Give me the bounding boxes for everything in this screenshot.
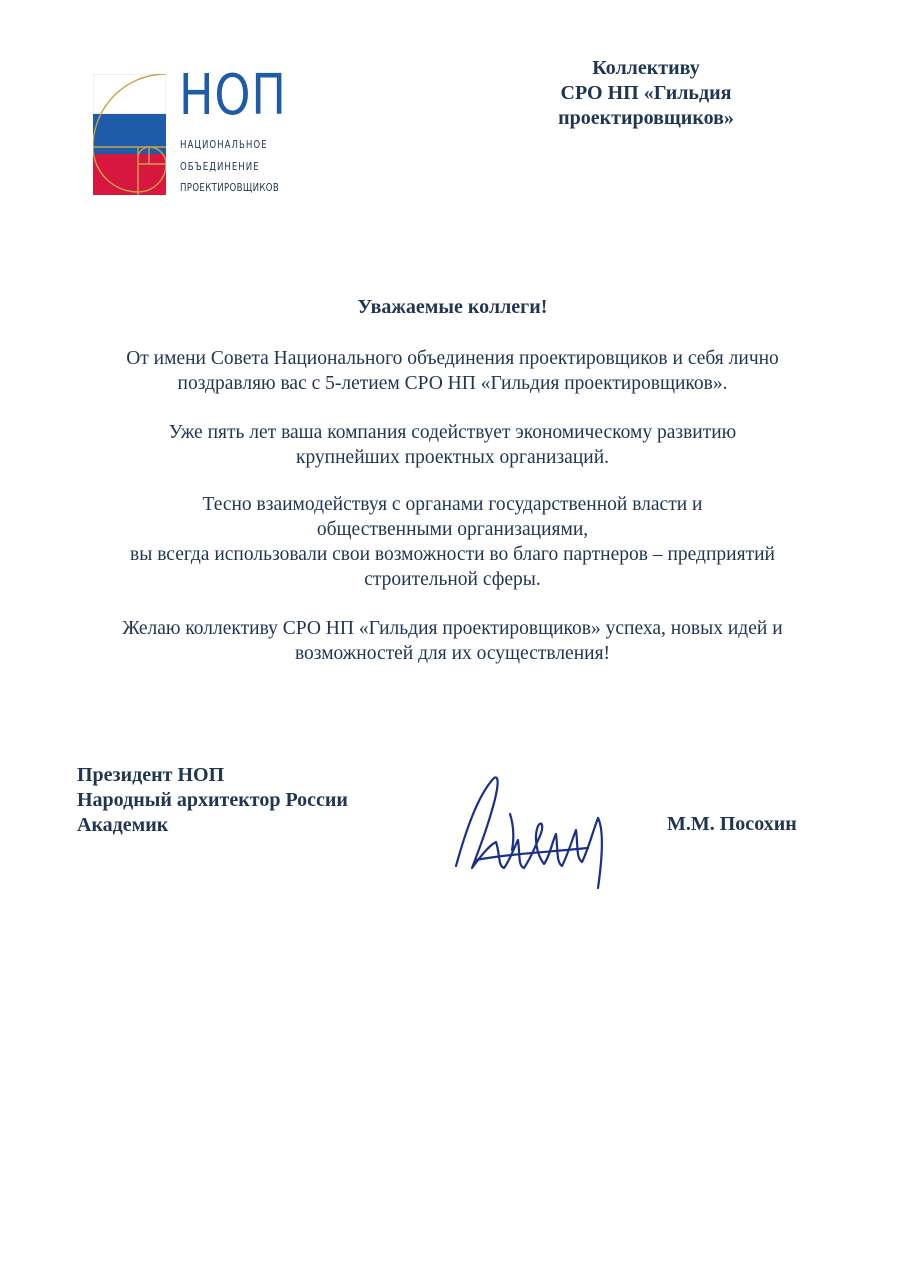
paragraph-line: Тесно взаимодействуя с органами государственной власти и	[202, 494, 703, 515]
paragraph-line: От имени Совета Национального объединения проектировщиков и себя лично	[126, 348, 779, 369]
logo-text-line-2: ОБЪЕДИНЕНИЕ	[180, 161, 260, 173]
signer-title-president: Президент НОП	[77, 764, 225, 786]
paragraph-line: строительной сферы.	[364, 569, 541, 590]
signer-titles	[77, 763, 348, 838]
logo-text-line-1: НАЦИОНАЛЬНОЕ	[180, 139, 268, 151]
logo-text-line-3: ПРОЕКТИРОВЩИКОВ	[180, 182, 280, 194]
letter-greeting: Уважаемые коллеги!	[357, 296, 548, 318]
paragraph-line: общественными организациями,	[316, 519, 589, 540]
logo-abbreviation: НОП	[179, 63, 287, 128]
organization-logo	[93, 63, 293, 198]
signer-title-architect: Народный архитектор России	[77, 789, 348, 811]
paragraph-line: вы всегда использовали свои возможности во благо партнеров – предприятий	[130, 544, 775, 565]
paragraph-line: возможностей для их осуществления!	[294, 643, 611, 664]
paragraph-wishes	[40, 616, 865, 666]
paragraph-cooperation	[40, 492, 865, 592]
logo-flag-emblem	[93, 74, 166, 195]
signer-title-academic: Академик	[77, 814, 169, 836]
addressee-line-1: Коллективу	[592, 57, 700, 79]
handwritten-signature	[448, 770, 618, 900]
addressee-line-2: СРО НП «Гильдия	[560, 82, 732, 104]
paragraph-line: крупнейших проектных организаций.	[295, 447, 610, 468]
addressee-block	[540, 56, 752, 131]
signer-name: М.М. Посохин	[667, 813, 797, 835]
paragraph-line: Уже пять лет ваша компания содействует экономическому развитию	[168, 422, 737, 443]
paragraph-five-years	[40, 420, 865, 470]
paragraph-congratulation	[40, 346, 865, 396]
paragraph-line: поздравляю вас с 5-летием СРО НП «Гильдия проектировщиков».	[177, 373, 728, 394]
addressee-line-3: проектировщиков»	[558, 107, 734, 129]
paragraph-line: Желаю коллективу СРО НП «Гильдия проектировщиков» успеха, новых идей и	[122, 618, 783, 639]
